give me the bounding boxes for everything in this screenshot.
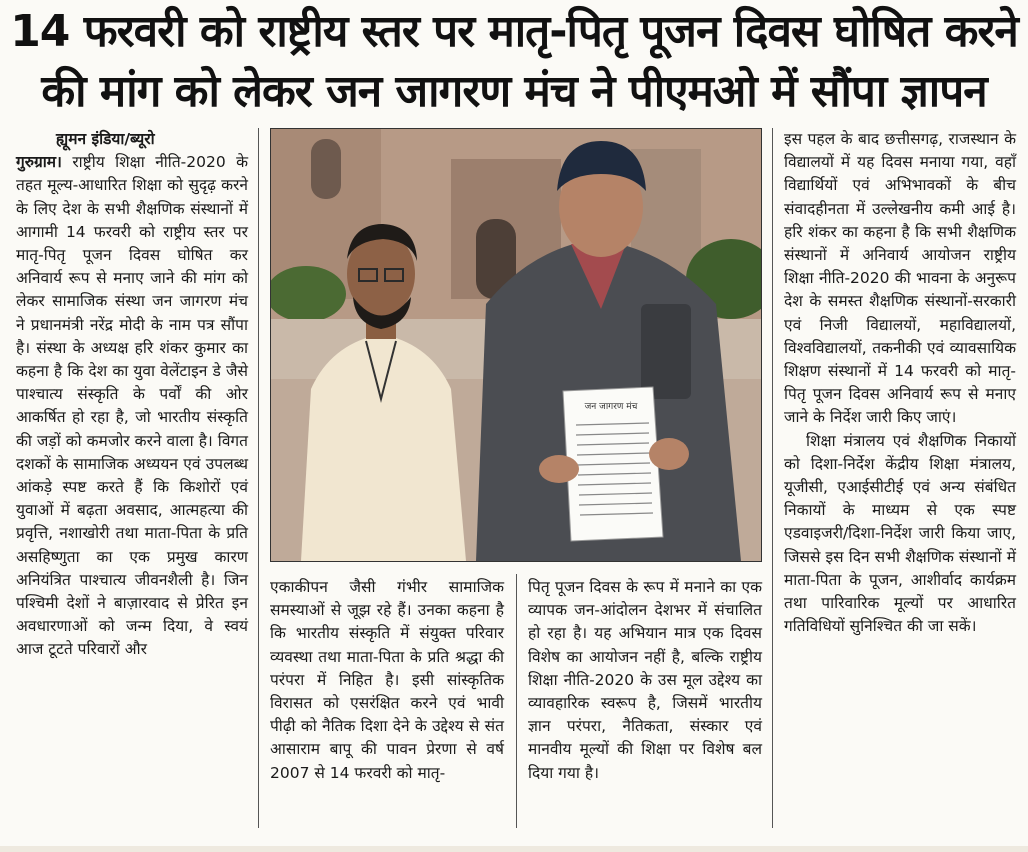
letter-heading: जन जागरण मंच [584,402,638,412]
column-divider-2 [516,574,517,828]
byline: ह्यूमन इंडिया/ब्यूरो [56,130,155,148]
column-2-text: एकाकीपन जैसी गंभीर सामाजिक समस्याओं से जूझ रहे हैं। उनका कहना है कि भारतीय संस्कृति में संयुक्त परिवार व्यवस्था तथा माता-पिता के प्रति श्रद्धा की परंपरा में निहित है। इसी सांस्कृतिक विरासत को एसरंक्षित करने एवं भावी पीढ़ी को नैतिक दिशा देने के उद्देश्य से संत आसाराम बापू की पावन प्रेरणा से वर्ष 2007 से 14 फरवरी को मातृ- [270,578,504,782]
column-divider-1 [258,128,259,828]
column-3-text: पितृ पूजन दिवस के रूप में मनाने का एक व्यापक जन-आंदोलन देशभर में संचालित हो रहा है। यह अभियान मात्र एक दिवस विशेष का आयोजन नहीं है, बल्कि राष्ट्रीय शिक्षा नीति-2020 के उस मूल उद्देश्य का व्यावहारिक स्वरूप है, जिसमें भारतीय ज्ञान परंपरा, नैतिकता, संस्कार एवं मानवीय मूल्यों की शिक्षा पर विशेष बल दिया गया है। [528,578,762,782]
article-column-4 [784,128,1016,638]
headline-line-1: 14 फरवरी को राष्ट्रीय स्तर पर मातृ-पितृ पूजन दिवस घोषित करने [10,6,1018,57]
column-1-text: राष्ट्रीय शिक्षा नीति-2020 के तहत मूल्य-आधारित शिक्षा को सुदृढ़ करने के लिए देश के सभी शैक्षणिक संस्थानों में आगामी 14 फरवरी को राष्ट्रीय स्तर पर मातृ-पितृ पूजन दिवस घोषित कर अनिवार्य रूप से मनाए जाने की मांग को लेकर सामाजिक संस्था जन जागरण मंच ने प्रधानमंत्री नरेंद्र मोदी के नाम पत्र सौंपा है। संस्था के अध्यक्ष हरि शंकर कुमार का कहना है कि देश का युवा वेलेंटाइन डे जैसे पाश्चात्य संस्कृति के पर्वों की ओर आकर्षित हो रहा है, जो भारतीय संस्कृति की जड़ों को कमजोर करने वाला है। विगत दशकों के सामाजिक अध्ययन एवं उपलब्ध आंकड़े स्पष्ट करते हैं कि किशोरों एवं युवाओं में बढ़ता अवसाद, आत्महत्या की प्रवृत्ति, नशाखोरी तथा माता-पिता के प्रति असहिष्णुता का एक प्रमुख कारण अनियंत्रित पाश्चात्य जीवनशैली है। जिन पश्चिमी देशों ने बाज़ारवाद से प्रेरित इन अवधारणाओं को जन्म दिया, वे स्वयं आज टूटते परिवारों और [16,153,248,659]
article-column-3 [528,576,762,785]
held-letter [563,387,663,541]
headline-line-2: की मांग को लेकर जन जागरण मंच ने पीएमओ में सौंपा ज्ञापन [41,66,987,117]
news-photo [270,128,762,562]
column-4-paragraph-2: शिक्षा मंत्रालय एवं शैक्षणिक निकायों को दिशा-निर्देश केंद्रीय शिक्षा मंत्रालय, यूजीसी, एआईसीटीई एवं अन्य संबंधित निकायों के माध्यम से एक स्पष्ट एडवाइजरी/दिशा-निर्देश जारी किया जाए, जिससे इस दिन सभी शैक्षणिक संस्थानों में माता-पिता के पूजन, आशीर्वाद कार्यक्रम तथा पारिवारिक मूल्यों पर आधारित गतिविधियों सुनिश्चित की जा सकें। [784,431,1016,636]
column-4-paragraph-1: इस पहल के बाद छत्तीसगढ़, राजस्थान के विद्यालयों में यह दिवस मनाया गया, वहाँ विद्यार्थियों एवं अभिभावकों के बीच संवादहीनता में उल्लेखनीय कमी आई है। हरि शंकर का कहना है कि सभी शैक्षणिक संस्थानों में अनिवार्य आयोजन राष्ट्रीय शिक्षा नीति-2020 की भावना के अनुरूप देश के समस्त शैक्षणिक संस्थानों-सरकारी एवं निजी विद्यालयों, महाविद्यालयों, विश्वविद्यालयों, तकनीकी एवं व्यावसायिक शिक्षण संस्थानों में 14 फरवरी को मातृ-पितृ पूजन दिवस अनिवार्य रूप से मनाए जाने के निर्देश जारी किए जाएं। [784,130,1016,427]
bottom-margin [0,846,1028,852]
headline [8,2,1020,122]
column-divider-3 [772,128,773,828]
dateline: गुरुग्राम। [16,153,62,172]
article-column-1 [16,128,248,662]
article-column-2 [270,576,504,785]
article-paragraph-1 [16,151,248,661]
